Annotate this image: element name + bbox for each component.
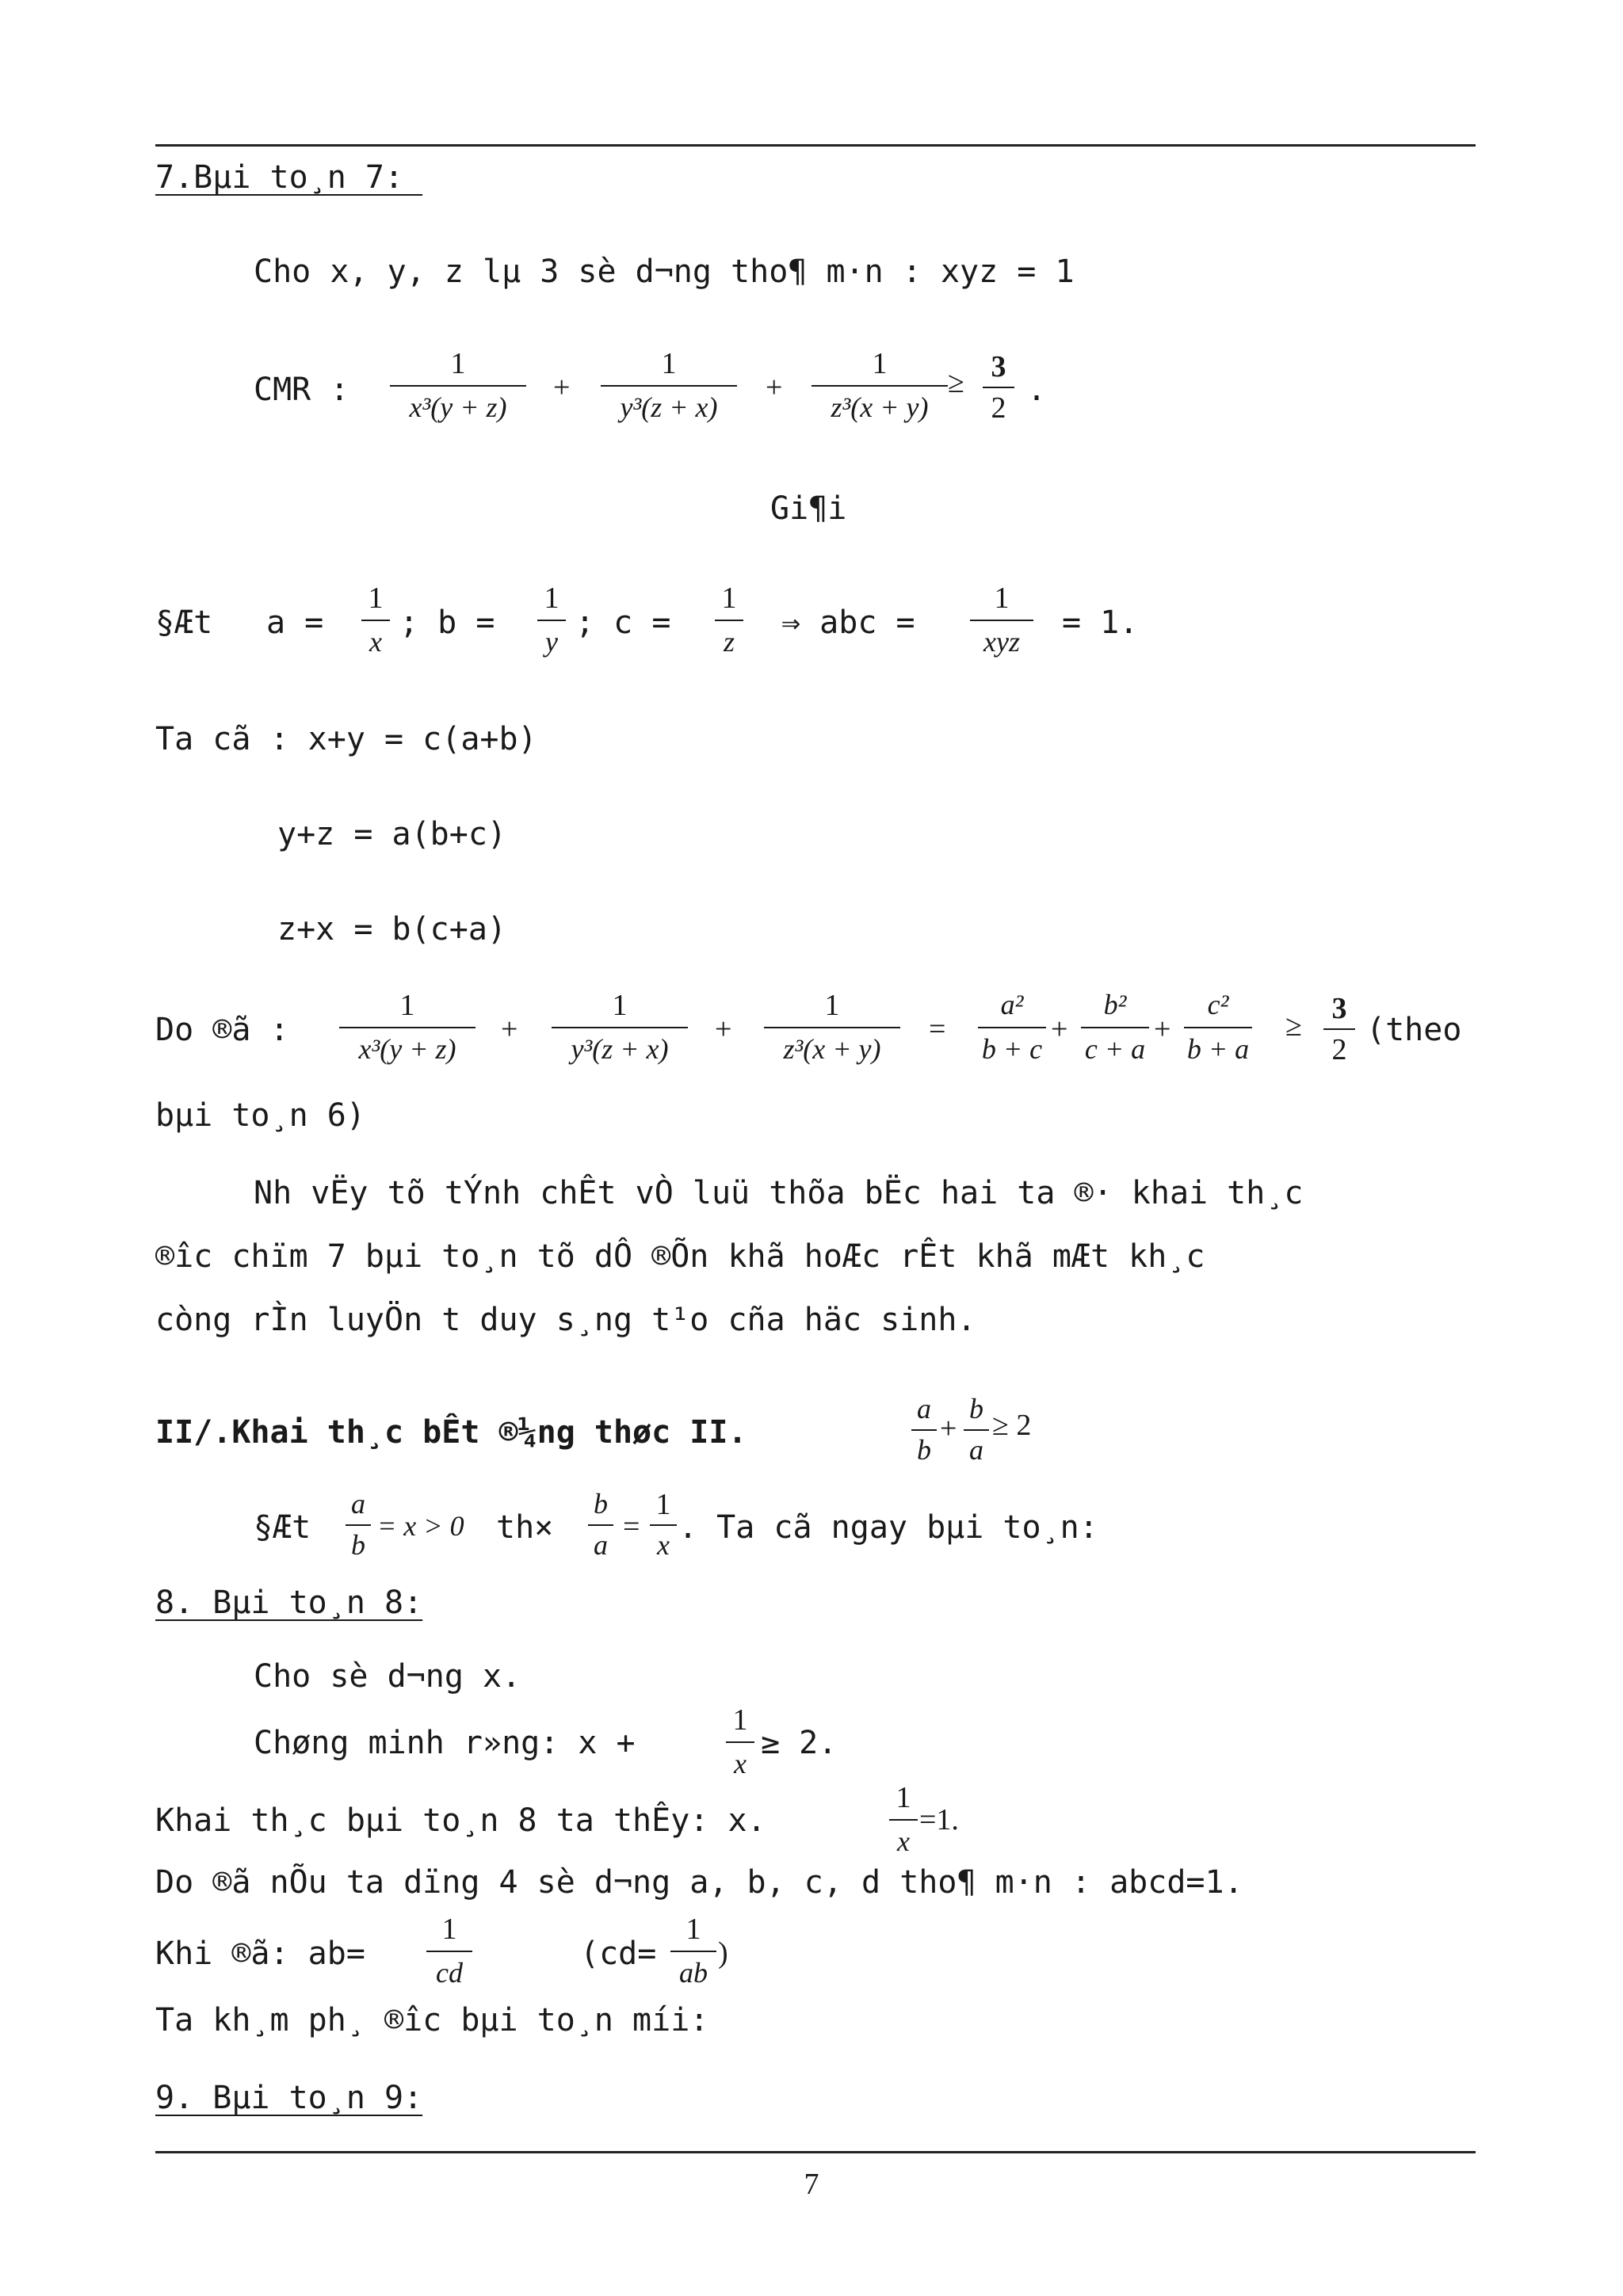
period: . (1027, 372, 1047, 408)
geq-two: ≥ 2 (992, 1409, 1032, 1442)
ta-co-line: Ta cã : x+y = c(a+b) (155, 721, 537, 757)
one-over-ab-fraction: 1 ab (670, 1914, 716, 1993)
problem-8-heading: 8. Bµi to¸n 8: (155, 1585, 423, 1621)
problem-7-heading: 7.Bµi to¸n 7: (155, 159, 423, 196)
cmr-label: CMR : (254, 372, 349, 408)
cmr-fraction-2: 1 y³(z + x) (601, 349, 737, 428)
plus-sign: + (1154, 1013, 1171, 1046)
plus-sign: + (501, 1013, 518, 1046)
implies-abc: ⇒ abc = (781, 605, 915, 641)
a-fraction: 1 x (361, 583, 390, 662)
theo-text: (theo (1366, 1012, 1462, 1048)
conclusion-line-3: còng rÌn luyÖn t duy s¸ng t¹o cña häc sinh. (155, 1302, 976, 1338)
one-over-x-fraction: 1 x (889, 1783, 918, 1862)
dodo-fraction-2: 1 y³(z + x) (552, 990, 688, 1070)
ta-co-ngay-text: . Ta cã ngay bµi to¸n: (678, 1509, 1098, 1546)
one-over-x-fraction: 1 x (726, 1705, 754, 1784)
yz-line: y+z = a(b+c) (277, 816, 506, 852)
b2-fraction: b² c + a (1081, 990, 1149, 1070)
problem-7-given: Cho x, y, z lµ 3 sè d¬ng tho¶ m·n : xyz = 1 (254, 254, 1075, 290)
a-equals: a = (266, 605, 324, 641)
solution-label: Gi¶i (770, 490, 847, 527)
cmr-fraction-1: 1 x³(y + z) (390, 349, 526, 428)
bai-toan-6-ref: bµi to¸n 6) (155, 1097, 365, 1134)
c2-fraction: c² b + a (1184, 990, 1252, 1070)
do-do-label: Do ®ã : (155, 1012, 289, 1048)
do-do-line: Do ®ã nÕu ta dïng 4 sè d¬ng a, b, c, d tho¶ m·n : abcd=1. (155, 1864, 1243, 1901)
b-over-a-fraction: b a (588, 1489, 613, 1569)
b-over-a-fraction: b a (964, 1394, 989, 1474)
plus-sign: + (766, 371, 783, 404)
exploit-line: Khai th¸c bµi to¸n 8 ta thÊy: x. (155, 1802, 766, 1839)
dodo-fraction-1: 1 x³(y + z) (339, 990, 475, 1070)
geq-sign: ≥ (948, 366, 964, 399)
cd-open: (cd= (580, 1936, 657, 1972)
a-over-b-fraction: a b (346, 1489, 371, 1569)
set-label: §Æt (254, 1509, 311, 1546)
equals-sign: = (929, 1013, 946, 1046)
top-rule (155, 144, 1476, 147)
conclusion-line-2: ®îc chïm 7 bµi to¸n tõ dÔ ®Õn khã hoÆc rÊt khã mÆt kh¸c (155, 1238, 1205, 1275)
problem-8-given: Cho sè d¬ng x. (254, 1658, 521, 1695)
c-fraction: 1 z (715, 583, 743, 662)
plus-sign: + (940, 1412, 957, 1445)
geq-sign: ≥ (1285, 1009, 1302, 1043)
equals-x-positive: = x > 0 (377, 1510, 464, 1542)
cmr-three-halves: 3 2 (983, 349, 1014, 428)
dodo-three-halves: 3 2 (1323, 990, 1355, 1070)
section-2-heading: II/.Khai th¸c bÊt ®¼ng thøc II. (155, 1414, 747, 1451)
one-over-x-fraction: 1 x (650, 1489, 677, 1569)
bottom-rule (155, 2151, 1476, 2153)
problem-9-heading: 9. Bµi to¸n 9: (155, 2080, 423, 2116)
zx-line: z+x = b(c+a) (277, 911, 506, 948)
problem-8-prove: Chøng minh r»ng: x + (254, 1725, 636, 1761)
close-paren: ) (718, 1936, 728, 1970)
set-label: §Æt (155, 605, 213, 641)
geq-two-text: ≥ 2. (761, 1725, 838, 1761)
conclusion-line-1: Nh vËy tõ tÝnh chÊt vÒ luü thõa bËc hai ta ®· khai th¸c (254, 1175, 1304, 1211)
equals-sign: = (623, 1510, 640, 1543)
equals-one: =1. (919, 1803, 959, 1836)
cmr-fraction-3: 1 z³(x + y) (812, 349, 948, 428)
khi-do-label: Khi ®ã: ab= (155, 1936, 365, 1972)
a2-fraction: a² b + c (978, 990, 1046, 1070)
plus-sign: + (1051, 1013, 1068, 1046)
equals-one: = 1. (1062, 605, 1139, 641)
plus-sign: + (715, 1013, 732, 1046)
b-fraction: 1 y (537, 583, 566, 662)
discover-line: Ta kh¸m ph¸ ®îc bµi to¸n míi: (155, 2002, 709, 2039)
c-equals: ; c = (575, 605, 671, 641)
one-over-cd-fraction: 1 cd (426, 1914, 472, 1993)
dodo-fraction-3: 1 z³(x + y) (764, 990, 900, 1070)
abc-fraction: 1 xyz (970, 583, 1033, 662)
b-equals: ; b = (399, 605, 495, 641)
page-number: 7 (804, 2168, 819, 2201)
thi-text: th× (496, 1509, 554, 1546)
a-over-b-fraction: a b (911, 1394, 937, 1474)
plus-sign: + (553, 371, 571, 404)
